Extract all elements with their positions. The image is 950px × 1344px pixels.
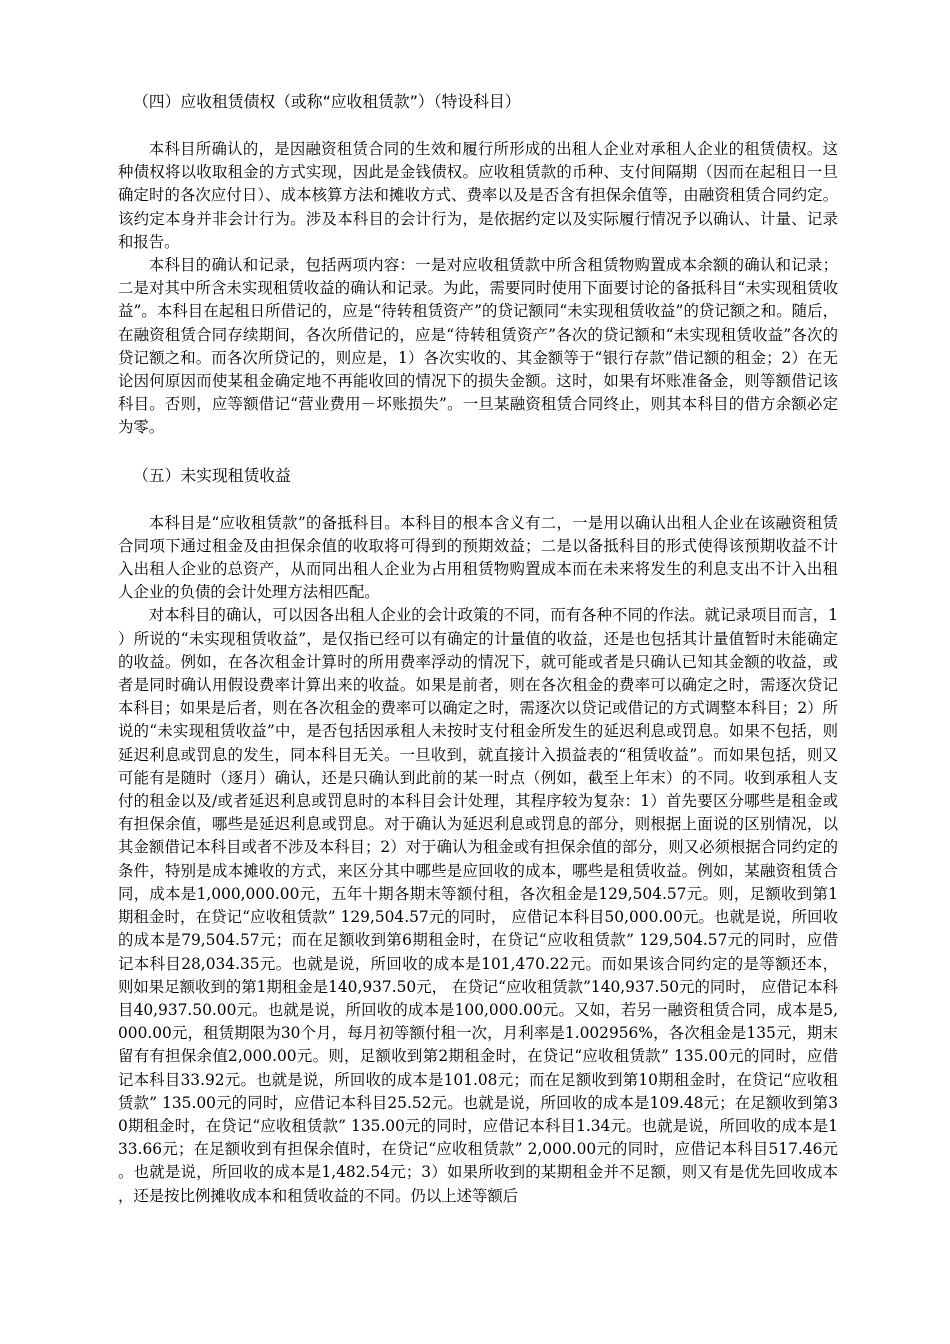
section-4-heading: （四）应收租赁债权（或称“应收租赁款”）（特设科目）: [133, 92, 521, 111]
section-4-paragraph-2: 本科目的确认和记录，包括两项内容：一是对应收租赁款中所含租赁物购置成本余额的确认和记录；二是对其中所含未实现租赁收益的确认和记录。为此，需要同时使用下面要讨论的备抵科目“未实现租赁收益”。本科目在起租日所借记的，应是“待转租赁资产”的贷记额同“未实现租赁收益”的贷记额之和。随后，在融资租赁合同存续期间，各次所借记的，应是“待转租赁资产”各次的贷记额和“未实现租赁收益”各次的贷记额之和。而各次所贷记的，则应是，1）各次实收的、其金额等于“银行存款”借记额的租金；2）在无论因何原因而使某租金确定地不再能收回的情况下的损失金额。这时，如果有坏账准备金，则等额借记该科目。否则，应等额借记“营业费用－坏账损失”。一旦某融资租赁合同终止，则其本科目的借方余额必定为零。: [118, 256, 838, 437]
document-body: [118, 90, 838, 1208]
section-4-paragraph-1: 本科目所确认的，是因融资租赁合同的生效和履行所形成的出租人企业对承租人企业的租赁债权。这种债权将以收取租金的方式实现，因此是金钱债权。应收租赁款的币种、支付间隔期（因而在起租日一旦确定时的各次应付日）、成本核算方法和摊收方式、费率以及是否含有担保余值等，由融资租赁合同约定。该约定本身并非会计行为。涉及本科目的会计行为，是依据约定以及实际履行情况予以确认、计量、记录和报告。: [118, 140, 838, 251]
section-5-heading: （五）未实现租赁收益: [133, 465, 291, 485]
section-5-paragraph-1: 本科目是“应收租赁款”的备抵科目。本科目的根本含义有二，一是用以确认出租人企业在该融资租赁合同项下通过租金及由担保余值的收取将可得到的预期效益；二是以备抵科目的形式使得该预期收益不计入出租人企业的总资产，从而同出租人企业为占用租赁物购置成本而在未来将发生的利息支出不计入出租人企业的负债的会计处理方法相匹配。: [118, 513, 838, 602]
section-5-paragraph-2: 对本科目的确认，可以因各出租人企业的会计政策的不同，而有各种不同的作法。就记录项目而言，1）所说的“未实现租赁收益”，是仅指已经可以有确定的计量值的收益，还是也包括其计量值暂时未能确定的收益。例如，在各次租金计算时的所用费率浮动的情况下，就可能或者是只确认已知其金额的收益，或者是同时确认用假设费率计算出来的收益。如果是前者，则在各次租金的费率可以确定之时，需逐次贷记本科目；如果是后者，则在各次租金的费率可以确定之时，需逐次以贷记或借记的方式调整本科目；2）所说的“未实现租赁收益”中，是否包括因承租人未按时支付租金所发生的延迟利息或罚息。如果不包括，则延迟利息或罚息的发生，同本科目无关。一旦收到，就直接计入损益表的“租赁收益”。而如果包括，则又可能有是随时（逐月）确认，还是只确认到此前的某一时点（例如，截至上年末）的不同。收到承租人支付的租金以及/或者延迟利息或罚息时的本科目会计处理，其程序较为复杂：1）首先要区分哪些是租金或有担保余值，哪些是延迟利息或罚息。对于确认为延迟利息或罚息的部分，则根据上面说的区别情况，以其金额借记本科目或者不涉及本科目；2）对于确认为租金或有担保余值的部分，则又必须根据合同约定的条件，特别是成本摊收的方式，来区分其中哪些是应回收的成本，哪些是租赁收益。例如，某融资租赁合同，成本是1,000,000.00元，五年十期各期末等额付租，各次租金是129,504.57元。则，足额收到第1期租金时，在贷记“应收租赁款” 129,504.57元的同时， 应借记本科目50,000.00元。也就是说，所回收的成本是79,504.57元；而在足额收到第6期租金时，在贷记“应收租赁款” 129,504.57元的同时，应借记本科目28,034.35元。也就是说，所回收的成本是101,470.22元。而如果该合同约定的是等额还本，则如果足额收到的第1期租金是140,937.50元， 在贷记“应收租赁款”140,937.50元的同时， 应借记本科目40,937.50.00元。也就是说，所回收的成本是100,000.00元。又如，若另一融资租赁合同，成本是5,000.00元，租赁期限为30个月，每月初等额付租一次，月利率是1.002956%，各次租金是135元，期末留有有担保余值2,000.00元。则，足额收到第2期租金时，在贷记“应收租赁款” 135.00元的同时，应借记本科目33.92元。也就是说，所回收的成本是101.08元；而在足额收到第10期租金时，在贷记“应收租赁款” 135.00元的同时，应借记本科目25.52元。也就是说，所回收的成本是109.48元；在足额收到第30期租金时，在贷记“应收租赁款” 135.00元的同时，应借记本科目1.34元。也就是说，所回收的成本是133.66元；在足额收到有担保余值时，在贷记“应收租赁款” 2,000.00元的同时，应借记本科目517.46元。也就是说，所回收的成本是1,482.54元；3）如果所收到的某期租金并不足额，则又有是优先回收成本，还是按比例摊收成本和租赁收益的不同。仍以上述等额后: [118, 606, 838, 1205]
